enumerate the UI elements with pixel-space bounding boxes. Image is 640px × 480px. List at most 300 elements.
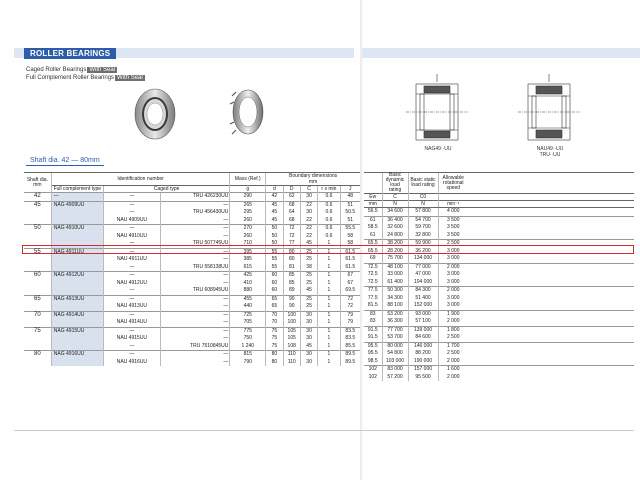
shaft-dia-cell: 60 xyxy=(24,272,51,280)
c-cell: 22 xyxy=(300,201,317,209)
speed-cell: 1 800 xyxy=(438,326,468,334)
caged-nau-cell: — xyxy=(103,201,160,209)
shaft-dia-cell xyxy=(24,264,51,272)
c-cell: 22 xyxy=(300,233,317,241)
speed-cell: 1 900 xyxy=(438,310,468,318)
dynamic-load-cell: 38 200 xyxy=(382,240,408,248)
shaft-dia-cell xyxy=(24,217,51,225)
static-load-cell: 104 000 xyxy=(408,279,438,287)
j-cell: 61.5 xyxy=(340,256,360,264)
d-cell: 65 xyxy=(266,303,283,311)
table-row xyxy=(24,311,360,319)
caged-tru-cell: — xyxy=(160,351,229,359)
caged-tru-cell: — xyxy=(160,335,229,343)
speed-cell: 2 000 xyxy=(438,318,468,326)
shaft-dia-cell xyxy=(24,343,51,351)
caged-nau-cell: NAU 4910UU xyxy=(103,233,160,241)
rsmin-cell: 1 xyxy=(318,351,340,359)
mass-cell: 265 xyxy=(230,201,266,209)
d-cell: 80 xyxy=(266,359,283,367)
table-row xyxy=(364,271,634,279)
row-blank xyxy=(468,208,634,217)
caged-tru-cell: — xyxy=(160,233,229,241)
mass-cell: 815 xyxy=(230,351,266,359)
ew-cell: 65.5 xyxy=(364,240,382,248)
d-cell: 75 xyxy=(266,343,283,351)
ew-cell: 91.5 xyxy=(367,334,378,340)
d-cell: 75 xyxy=(266,335,283,343)
caged-nau-cell: NAU 4911UU xyxy=(103,256,160,264)
caged-nau-cell: — xyxy=(103,225,160,233)
j-cell: 58 xyxy=(340,240,360,248)
rsmin-cell: 1 xyxy=(318,319,340,327)
table-row xyxy=(24,272,360,280)
d-cell: 55 xyxy=(266,264,283,272)
d-cell: 50 xyxy=(266,233,283,241)
big-d-cell: 105 xyxy=(283,335,300,343)
table-row xyxy=(24,264,360,272)
shaft-dia-cell: 50 xyxy=(24,225,51,233)
caged-tru-cell: TRU 507745UU xyxy=(160,240,229,248)
rsmin-cell: 1 xyxy=(318,327,340,335)
speed-cell: 2 000 xyxy=(438,358,468,366)
c-cell: 38 xyxy=(300,264,317,272)
caged-nau-cell: NAU 4916UU xyxy=(103,359,160,367)
full-complement-cell xyxy=(51,217,103,225)
c-cell: 30 xyxy=(300,327,317,335)
caged-tru-cell: — xyxy=(160,303,229,311)
dynamic-load-cell: 36 400 xyxy=(382,216,408,224)
static-load-cell: 88 200 xyxy=(408,350,438,358)
mass-cell: 790 xyxy=(230,359,266,367)
boundary-header xyxy=(266,173,360,186)
row-blank xyxy=(468,271,634,279)
d-cell: 60 xyxy=(266,272,283,280)
mass-cell: 270 xyxy=(230,225,266,233)
table-row xyxy=(24,343,360,351)
right-table-wrap xyxy=(362,0,640,480)
static-load-cell: 95 500 xyxy=(408,374,438,382)
c-cell: 25 xyxy=(300,280,317,288)
j-cell: 89.5 xyxy=(340,359,360,367)
right-blank-2 xyxy=(468,194,634,201)
shaft-dia-cell: 45 xyxy=(24,201,51,209)
row-blank xyxy=(468,334,634,342)
mass-cell: 725 xyxy=(230,311,266,319)
mass-cell: 425 xyxy=(230,272,266,280)
big-d-cell: 62 xyxy=(283,193,300,202)
d-cell: 45 xyxy=(266,201,283,209)
full-complement-cell: NAG 4915UU xyxy=(51,327,103,335)
ew-cell: 91.5 xyxy=(364,326,382,334)
full-complement-header: Full complement type xyxy=(51,186,103,193)
speed-cell: 3 000 xyxy=(438,248,468,256)
full-complement-cell xyxy=(51,359,103,367)
dynamic-load-cell: 61 400 xyxy=(382,279,408,287)
dynamic-load-cell: 32 600 xyxy=(382,224,408,232)
j-cell: 67 xyxy=(340,280,360,288)
full-complement-cell xyxy=(51,319,103,327)
shaft-dia-cell: 70 xyxy=(24,311,51,319)
table-row xyxy=(24,295,360,303)
table-row xyxy=(364,358,634,366)
caged-nau-cell: NAU 4914UU xyxy=(103,319,160,327)
caged-nau-cell: — xyxy=(103,343,160,351)
table-row xyxy=(364,334,634,342)
c0-unit: N xyxy=(408,201,438,208)
full-complement-cell xyxy=(51,343,103,351)
dynamic-load-cell: 28 200 xyxy=(382,248,408,256)
caged-nau-cell: — xyxy=(103,287,160,295)
caged-tru-cell: TRU 558138UU xyxy=(160,264,229,272)
big-d-cell: 64 xyxy=(283,209,300,217)
big-d-cell: 90 xyxy=(283,295,300,303)
j-cell: 89.5 xyxy=(340,351,360,359)
caged-tru-cell: — xyxy=(160,280,229,288)
d-cell: 45 xyxy=(266,217,283,225)
j-cell: 72 xyxy=(340,295,360,303)
static-load-cell: 134 000 xyxy=(408,255,438,263)
caged-tru-cell: — xyxy=(160,248,229,256)
speed-header: Allowable rotational speed xyxy=(438,173,468,194)
big-d-cell: 68 xyxy=(283,201,300,209)
row-blank xyxy=(468,295,634,303)
ew-cell: 65.5 xyxy=(367,247,378,254)
table-row xyxy=(24,217,360,225)
table-row xyxy=(24,256,360,264)
big-d-cell: 72 xyxy=(283,225,300,233)
rsmin-cell: 1 xyxy=(318,295,340,303)
c0-sym-header: C0 xyxy=(408,194,438,201)
rsmin-cell: 1 xyxy=(318,335,340,343)
caged-tru-cell: TRU 608945UU xyxy=(160,287,229,295)
full-complement-cell: NAG 4913UU xyxy=(51,295,103,303)
static-load-cell: 54 700 xyxy=(408,216,438,224)
table-row xyxy=(364,255,634,263)
tru-caption-line2: TRU··UU xyxy=(539,152,561,158)
j-cell: 61.5 xyxy=(340,264,360,272)
static-load-cell: 57 800 xyxy=(408,208,438,217)
dynamic-load-cell: 57 200 xyxy=(382,374,408,382)
c-cell: 30 xyxy=(300,209,317,217)
ew-cell: 61 xyxy=(364,216,382,224)
full-complement-cell xyxy=(51,264,103,272)
big-d-cell: 100 xyxy=(283,311,300,319)
subtitle-full xyxy=(26,74,145,82)
full-complement-cell xyxy=(51,256,103,264)
j-cell: 72 xyxy=(340,303,360,311)
mass-cell: 260 xyxy=(230,217,266,225)
d-cell: 80 xyxy=(266,351,283,359)
spec-table-right xyxy=(364,172,634,381)
table-row xyxy=(364,263,634,271)
full-complement-cell: NAG 4909UU xyxy=(51,201,103,209)
ew-cell: 95.5 xyxy=(367,350,378,356)
c-unit: N xyxy=(382,201,408,208)
table-row xyxy=(24,209,360,217)
mass-cell: 395 xyxy=(230,248,266,256)
row-blank xyxy=(468,216,634,224)
dynamic-load-cell: 53 700 xyxy=(382,334,408,342)
speed-blank xyxy=(438,194,468,201)
table-row xyxy=(364,232,634,240)
ew-cell: 83 xyxy=(369,318,376,324)
d-cell: 70 xyxy=(266,319,283,327)
shaft-dia-cell xyxy=(24,335,51,343)
rsmin-cell: 0.6 xyxy=(318,193,340,202)
table-row xyxy=(24,303,360,311)
static-load-cell: 36 200 xyxy=(408,248,438,256)
rsmin-cell: 1 xyxy=(318,311,340,319)
caged-nau-cell: — xyxy=(103,209,160,217)
ew-cell: 77.5 xyxy=(364,287,382,295)
shaft-dia-cell: 55 xyxy=(24,248,51,256)
caged-nau-cell: NAU 4912UU xyxy=(103,280,160,288)
rsmin-cell: 1 xyxy=(318,303,340,311)
c-cell: 30 xyxy=(300,319,317,327)
mass-cell: 385 xyxy=(230,256,266,264)
c-cell: 30 xyxy=(300,351,317,359)
caged-nau-cell: NAU 4909UU xyxy=(103,217,160,225)
c-cell: 30 xyxy=(300,193,317,202)
table-row xyxy=(364,374,634,382)
caged-nau-cell: — xyxy=(103,248,160,256)
dynamic-load-cell: 80 000 xyxy=(382,342,408,350)
right-table-body xyxy=(364,208,634,382)
speed-cell: 2 000 xyxy=(438,263,468,271)
rsmin-cell: 0.6 xyxy=(318,225,340,233)
table-row xyxy=(364,216,634,224)
row-blank xyxy=(468,366,634,374)
ew-cell: 81.5 xyxy=(367,302,378,308)
big-d-cell: 108 xyxy=(283,343,300,351)
d-cell: 60 xyxy=(266,280,283,288)
right-blank xyxy=(468,173,634,194)
c-cell: 25 xyxy=(300,272,317,280)
row-blank xyxy=(468,232,634,240)
rsmin-cell: 1 xyxy=(318,264,340,272)
caged-tru-cell: — xyxy=(160,311,229,319)
ew-cell: 83 xyxy=(364,310,382,318)
with-seal-tag-2: With Seal xyxy=(117,75,143,81)
rsmin-cell: 1 xyxy=(318,359,340,367)
full-complement-cell: NAG 4911UU xyxy=(51,248,103,256)
ew-cell: 98.5 xyxy=(367,357,378,364)
table-row xyxy=(364,224,634,232)
dynamic-load-cell: 34 600 xyxy=(382,208,408,217)
speed-cell: 2 000 xyxy=(438,287,468,295)
caged-nau-cell: — xyxy=(103,193,160,202)
speed-cell: 3 500 xyxy=(438,224,468,232)
nau-caption-line1: NAU49··UU xyxy=(536,146,564,152)
caged-bearing-photo xyxy=(130,80,180,144)
c-cell: 25 xyxy=(300,248,317,256)
table-row xyxy=(364,342,634,350)
shaft-dia-cell xyxy=(24,233,51,241)
table-row xyxy=(364,279,634,287)
ew-cell: 77.5 xyxy=(367,294,378,301)
static-load-cell: 146 000 xyxy=(408,342,438,350)
table-row xyxy=(24,233,360,241)
j-cell: 50.5 xyxy=(340,209,360,217)
row-blank xyxy=(468,224,634,232)
dynamic-load-cell: 75 700 xyxy=(382,255,408,263)
speed-cell: 1 600 xyxy=(438,366,468,374)
static-load-cell: 84 300 xyxy=(408,287,438,295)
rsmin-cell: 1 xyxy=(318,343,340,351)
caged-nau-cell: — xyxy=(103,351,160,359)
big-d-cell: 85 xyxy=(283,272,300,280)
j-cell: 61.5 xyxy=(340,248,360,256)
caged-tru-cell: TRU 7510845UU xyxy=(160,343,229,351)
row-blank xyxy=(468,374,634,382)
subtitle-caged xyxy=(26,66,117,74)
mass-cell: 410 xyxy=(230,280,266,288)
shaft-dia-cell xyxy=(24,319,51,327)
d-cell: 75 xyxy=(266,327,283,335)
full-complement-cell xyxy=(51,233,103,241)
rsmin-cell: 1 xyxy=(318,272,340,280)
c-header: C xyxy=(300,186,317,193)
rsmin-cell: 1 xyxy=(318,240,340,248)
big-d-cell: 80 xyxy=(283,248,300,256)
static-load-cell: 152 000 xyxy=(408,302,438,310)
speed-cell: 3 000 xyxy=(438,255,468,263)
ew-cell: 102 xyxy=(368,373,377,380)
ew-cell: 69 xyxy=(369,255,376,261)
c-cell: 30 xyxy=(300,335,317,343)
c-cell: 25 xyxy=(300,295,317,303)
dynamic-load-cell: 33 000 xyxy=(382,271,408,279)
ew-unit: mm xyxy=(364,201,382,208)
speed-cell: 2 500 xyxy=(438,350,468,358)
shaft-dia-cell xyxy=(24,209,51,217)
caged-nau-cell: NAU 4913UU xyxy=(103,303,160,311)
shaft-range-label: Shaft dia. 42 — 80mm xyxy=(26,156,104,166)
full-complement-cell: NAG 4912UU xyxy=(51,272,103,280)
d-header: d xyxy=(266,186,283,193)
row-blank xyxy=(468,342,634,350)
selected-row-highlight xyxy=(22,245,634,254)
caged-tru-cell: — xyxy=(160,225,229,233)
row-blank xyxy=(468,287,634,295)
static-load-cell: 139 000 xyxy=(408,326,438,334)
dynamic-load-cell: 77 700 xyxy=(382,326,408,334)
dynamic-load-cell: 36 300 xyxy=(382,318,408,326)
c-cell: 30 xyxy=(300,311,317,319)
big-d-cell: 81 xyxy=(283,264,300,272)
static-load-cell: 77 000 xyxy=(408,263,438,271)
table-row xyxy=(24,225,360,233)
shaft-dia-cell: 80 xyxy=(24,351,51,359)
ew-cell: 102 xyxy=(364,366,382,374)
j-cell: 79 xyxy=(340,311,360,319)
big-d-cell: 89 xyxy=(283,287,300,295)
speed-cell: 3 000 xyxy=(438,279,468,287)
table-row xyxy=(364,366,634,374)
static-load-cell: 59 900 xyxy=(408,240,438,248)
mass-header: Mass (Ref.) xyxy=(230,173,266,186)
dynamic-load-cell: 88 100 xyxy=(382,302,408,310)
boundary-unit: mm xyxy=(308,179,318,185)
caged-header: Caged type xyxy=(103,186,230,193)
dynamic-load-cell: 53 200 xyxy=(382,310,408,318)
big-d-cell: 80 xyxy=(283,256,300,264)
dynamic-load-cell: 50 300 xyxy=(382,287,408,295)
full-complement-cell xyxy=(51,287,103,295)
dynamic-load-cell: 48 100 xyxy=(382,263,408,271)
mass-cell: 705 xyxy=(230,319,266,327)
full-complement-cell: NAG 4914UU xyxy=(51,311,103,319)
boundary-title: Boundary dimensions xyxy=(289,173,338,179)
static-load-cell: 51 400 xyxy=(408,295,438,303)
table-row xyxy=(364,310,634,318)
caged-nau-cell: — xyxy=(103,264,160,272)
full-complement-cell xyxy=(51,280,103,288)
ew-cell: 95.5 xyxy=(364,342,382,350)
ew-header-blank xyxy=(364,173,382,194)
rsmin-cell: 1 xyxy=(318,280,340,288)
j-cell: 58 xyxy=(340,233,360,241)
big-d-header: D xyxy=(283,186,300,193)
big-d-cell: 100 xyxy=(283,319,300,327)
speed-cell: 3 500 xyxy=(438,216,468,224)
c-cell: 45 xyxy=(300,240,317,248)
speed-cell: 1 700 xyxy=(438,342,468,350)
rsmin-cell: 1 xyxy=(318,248,340,256)
d-cell: 42 xyxy=(266,193,283,202)
shaft-dia-header: Shaft dia. mm xyxy=(24,173,51,193)
static-load-cell: 47 000 xyxy=(408,271,438,279)
c-cell: 25 xyxy=(300,256,317,264)
big-d-cell: 68 xyxy=(283,217,300,225)
c-sym-header: C xyxy=(382,194,408,201)
caged-nau-cell: — xyxy=(103,272,160,280)
speed-cell: 2 500 xyxy=(438,334,468,342)
d-cell: 60 xyxy=(266,287,283,295)
mass-cell: 710 xyxy=(230,240,266,248)
static-load-cell: 32 800 xyxy=(408,232,438,240)
shaft-dia-cell xyxy=(24,280,51,288)
table-row xyxy=(24,351,360,359)
static-load-header: Basic static load rating xyxy=(408,173,438,194)
rsmin-cell: 0.6 xyxy=(318,209,340,217)
table-row xyxy=(364,350,634,358)
ew-header: Ew xyxy=(364,194,382,201)
table-row xyxy=(364,208,634,217)
j-cell: 51 xyxy=(340,217,360,225)
with-seal-tag: With Seal xyxy=(89,67,116,73)
ew-cell: 72.5 xyxy=(367,271,378,277)
mass-unit: g xyxy=(230,186,266,193)
j-header: J xyxy=(340,186,360,193)
full-complement-cell xyxy=(51,209,103,217)
c-cell: 30 xyxy=(300,359,317,367)
d-cell: 65 xyxy=(266,295,283,303)
c-cell: 22 xyxy=(300,217,317,225)
d-cell: 70 xyxy=(266,311,283,319)
shaft-dia-cell xyxy=(24,303,51,311)
ew-cell: 58.5 xyxy=(367,224,378,230)
ew-cell: 61 xyxy=(369,231,376,238)
caged-tru-cell: — xyxy=(160,201,229,209)
table-row xyxy=(364,295,634,303)
big-d-cell: 110 xyxy=(283,351,300,359)
caged-tru-cell: — xyxy=(160,359,229,367)
d-cell: 55 xyxy=(266,256,283,264)
full-complement-cell: — xyxy=(51,193,103,202)
speed-cell: 3 000 xyxy=(438,295,468,303)
